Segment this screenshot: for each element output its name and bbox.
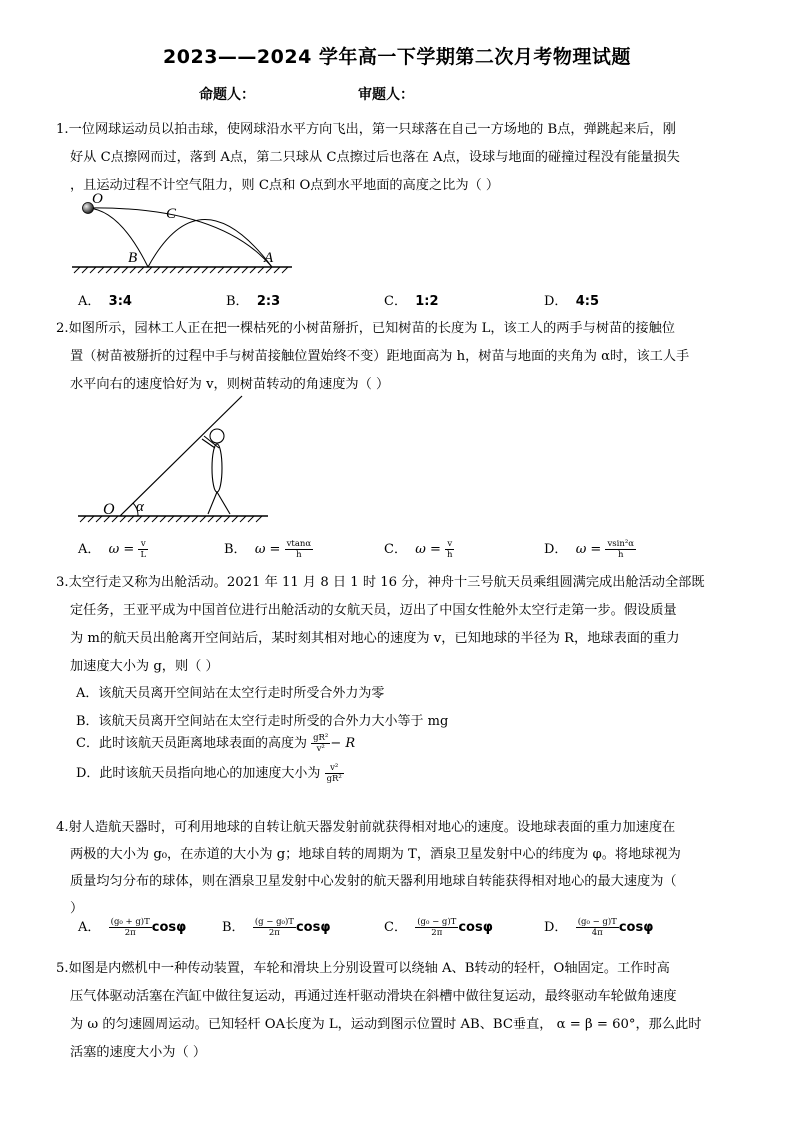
q2-sapling-figure bbox=[70, 390, 270, 528]
q4-line-2: 两极的大小为 g₀，在赤道的大小为 g；地球自转的周期为 T，酒泉卫星发射中心的纬度为 φ。将地球视为 bbox=[70, 847, 681, 862]
q2-option-c[interactable]: C． ω = $\frac{v}{h}$ bbox=[384, 539, 453, 560]
q2-option-a[interactable]: A． ω = $\frac{v}{L}$ bbox=[78, 539, 147, 560]
q1-line-3: ，且运动过程不计空气阻力，则 C点和 O点到水平地面的高度之比为（ ） bbox=[70, 178, 500, 193]
q2-sapling-line bbox=[120, 396, 242, 516]
q3-option-d[interactable]: D．此时该航天员指向地心的加速度大小为 $\frac{\text{v²}}{\text{gR²}}$ bbox=[76, 763, 342, 784]
q1-trajectory-figure bbox=[60, 190, 310, 274]
q1-line-1: 1.一位网球运动员以拍击球，使网球沿水平方向飞出，第一只球落在自己一方场地的 B点，弹跳起来后，刚 bbox=[56, 122, 676, 137]
q5-line-2: 压气体驱动活塞在汽缸中做往复运动，再通过连杆驱动滑块在斜槽中做往复运动，最终驱动车轮做角速度 bbox=[70, 989, 677, 1004]
q2-line-3: 水平向右的速度恰好为 v，则树苗转动的角速度为（ ） bbox=[70, 377, 390, 392]
q1-option-b[interactable]: B． 2:3 bbox=[226, 294, 281, 309]
q1-ground-hatch bbox=[74, 267, 288, 273]
page-title: 2023——2024 学年高一下学期第二次月考物理试题 bbox=[163, 46, 631, 68]
q4-line-4: ） bbox=[70, 901, 84, 916]
q4-option-d[interactable]: D． $\frac{\text{(g₀ − g)T}}{4\pi}$ cosφ bbox=[544, 917, 654, 938]
q2-label-alpha: α bbox=[136, 499, 144, 515]
q4-option-b[interactable]: B． $\frac{\text{(g − g₀)T}}{2\pi}$ cosφ bbox=[222, 917, 331, 938]
q2-option-b[interactable]: B． ω = $\frac{vtan\alpha}{h}$ bbox=[224, 539, 312, 560]
q4-line-3: 质量均匀分布的球体，则在酒泉卫星发射中心发射的航天器利用地球自转能获得相对地心的最大速度为（ bbox=[70, 874, 677, 889]
q2-line-2: 置（树苗被掰折的过程中手与树苗接触位置始终不变）距地面高为 h，树苗与地面的夹角为 α时，该工人手 bbox=[70, 349, 690, 364]
q2-option-d[interactable]: D． ω = $\frac{\text{vsin²α}}{h}$ bbox=[544, 539, 634, 560]
author-label: 命题人： bbox=[199, 87, 255, 103]
q5-line-4: 活塞的速度大小为（ ） bbox=[70, 1045, 207, 1060]
q1-label-a: A bbox=[264, 250, 274, 266]
q4-option-c[interactable]: C． $\frac{\text{(g₀ − g)T}}{2\pi}$ cosφ bbox=[384, 917, 493, 938]
q3-line-1: 3.太空行走又称为出舱活动。2021 年 11 月 8 日 1 时 16 分，神舟十三号航天员乘组圆满完成出舱活动全部既 bbox=[56, 575, 705, 590]
q4-option-a[interactable]: A． $\frac{\text{(g₀ + g)T}}{2\pi}$ cosφ bbox=[78, 917, 187, 938]
q1-first-ball-path bbox=[88, 208, 148, 267]
q1-option-d[interactable]: D． 4:5 bbox=[544, 294, 599, 309]
q4-line-1: 4.射人造航天器时，可利用地球的自转让航天器发射前就获得相对地心的速度。设地球表面的重力加速度在 bbox=[56, 820, 676, 835]
q3-option-c[interactable]: C．此时该航天员距离地球表面的高度为 $\frac{\text{gR²}}{\text{v²}}$ − R bbox=[76, 733, 356, 754]
q3-option-b[interactable]: B．该航天员离开空间站在太空行走时所受的合外力大小等于 mg bbox=[76, 714, 449, 729]
q3-option-a[interactable]: A．该航天员离开空间站在太空行走时所受合外力为零 bbox=[76, 686, 385, 701]
q1-option-a[interactable]: A． 3:4 bbox=[78, 294, 132, 309]
q1-label-o: O bbox=[92, 191, 103, 207]
q1-label-c: C bbox=[166, 206, 177, 222]
gardener-figure-icon bbox=[202, 429, 230, 514]
reviewer-label: 审题人： bbox=[358, 87, 414, 103]
q1-line-2: 好从 C点擦网而过，落到 A点，第二只球从 C点擦过后也落在 A点，设球与地面的碰撞过程没有能量损失 bbox=[70, 150, 680, 165]
q1-bounce-path bbox=[148, 220, 272, 268]
q2-line-1: 2.如图所示，园林工人正在把一棵枯死的小树苗掰折，已知树苗的长度为 L，该工人的两手与树苗的接触位 bbox=[56, 321, 675, 336]
q1-label-b: B bbox=[128, 250, 138, 266]
q3-line-2: 定任务，王亚平成为中国首位进行出舱活动的女航天员，迈出了中国女性舱外太空行走第一步。假设质量 bbox=[70, 603, 677, 618]
q3-line-3: 为 m的航天员出舱离开空间站后，某时刻其相对地心的速度为 v，已知地球的半径为 R，地球表面的重力 bbox=[70, 631, 680, 646]
q1-option-c[interactable]: C． 1:2 bbox=[384, 294, 439, 309]
q5-line-3: 为 ω 的匀速圆周运动。已知轻杆 OA长度为 L，运动到图示位置时 AB、BC垂直， α = β = 60°，那么此时 bbox=[70, 1017, 702, 1032]
q5-line-1: 5.如图是内燃机中一种传动装置，车轮和滑块上分别设置可以绕轴 A、B转动的轻杆，O轴固定。工作时高 bbox=[56, 961, 670, 976]
q2-label-o: O bbox=[103, 501, 115, 518]
q3-line-4: 加速度大小为 g，则（ ） bbox=[70, 659, 219, 674]
